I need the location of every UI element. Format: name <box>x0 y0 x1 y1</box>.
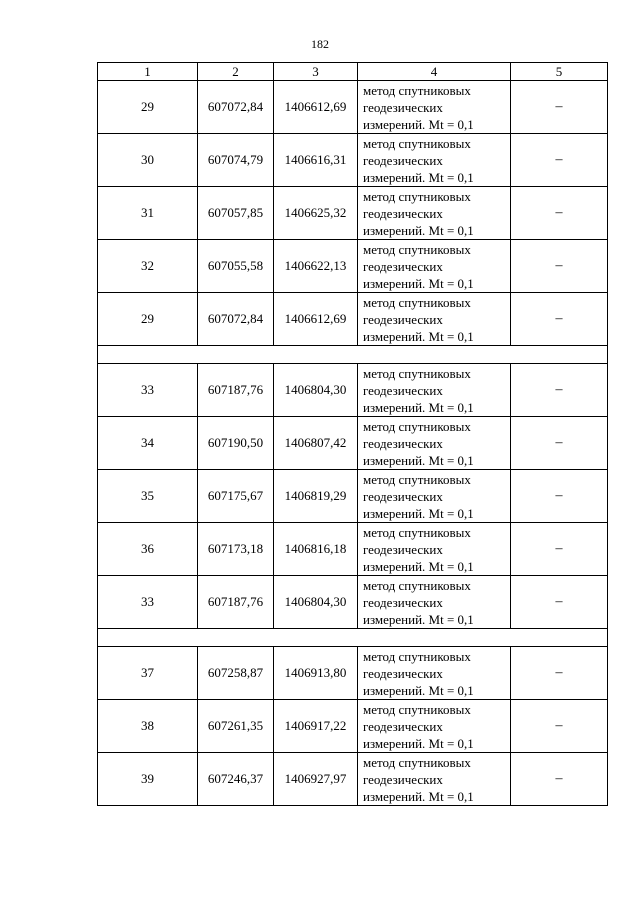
x-coordinate-cell: 607173,18 <box>198 523 274 576</box>
note-cell: – <box>511 187 608 240</box>
note-cell: – <box>511 753 608 806</box>
point-number-cell: 39 <box>98 753 198 806</box>
method-text-line: метод спутниковых <box>363 135 471 151</box>
y-coordinate-cell: 1406819,29 <box>274 470 358 523</box>
method-cell <box>358 470 511 523</box>
method-text-line: метод спутниковых <box>363 648 471 664</box>
column-header: 4 <box>358 63 511 81</box>
y-coordinate-cell: 1406917,22 <box>274 700 358 753</box>
method-text-line: геодезических <box>363 665 443 681</box>
point-number-cell: 31 <box>98 187 198 240</box>
note-cell: – <box>511 470 608 523</box>
method-text-line: геодезических <box>363 205 443 221</box>
note-cell: – <box>511 81 608 134</box>
table-row <box>98 647 608 700</box>
point-number-cell: 29 <box>98 293 198 346</box>
x-coordinate-cell: 607072,84 <box>198 81 274 134</box>
y-coordinate-cell: 1406927,97 <box>274 753 358 806</box>
method-cell <box>358 81 511 134</box>
table-row <box>98 293 608 346</box>
x-coordinate-cell: 607187,76 <box>198 364 274 417</box>
method-text-line: геодезических <box>363 258 443 274</box>
x-coordinate-cell: 607258,87 <box>198 647 274 700</box>
y-coordinate-cell: 1406622,13 <box>274 240 358 293</box>
method-text-line: измерений. Mt = 0,1 <box>363 169 474 185</box>
method-text-line: измерений. Mt = 0,1 <box>363 611 474 627</box>
x-coordinate-cell: 607175,67 <box>198 470 274 523</box>
section-separator-row <box>98 346 608 364</box>
coordinates-table <box>97 62 608 806</box>
note-cell: – <box>511 647 608 700</box>
method-text-line: измерений. Mt = 0,1 <box>363 735 474 751</box>
method-cell <box>358 293 511 346</box>
x-coordinate-cell: 607074,79 <box>198 134 274 187</box>
method-text-line: геодезических <box>363 488 443 504</box>
method-text-line: метод спутниковых <box>363 82 471 98</box>
x-coordinate-cell: 607072,84 <box>198 293 274 346</box>
point-number-cell: 33 <box>98 576 198 629</box>
point-number-cell: 33 <box>98 364 198 417</box>
column-header: 1 <box>98 63 198 81</box>
method-text-line: измерений. Mt = 0,1 <box>363 558 474 574</box>
method-text-line: геодезических <box>363 771 443 787</box>
method-text-line: измерений. Mt = 0,1 <box>363 682 474 698</box>
column-header: 2 <box>198 63 274 81</box>
point-number-cell: 36 <box>98 523 198 576</box>
y-coordinate-cell: 1406913,80 <box>274 647 358 700</box>
method-cell <box>358 576 511 629</box>
method-text-line: геодезических <box>363 382 443 398</box>
table-row <box>98 134 608 187</box>
y-coordinate-cell: 1406612,69 <box>274 81 358 134</box>
table-row <box>98 364 608 417</box>
table-row <box>98 81 608 134</box>
coordinates-table-body <box>98 63 608 806</box>
note-cell: – <box>511 700 608 753</box>
note-cell: – <box>511 576 608 629</box>
method-text-line: измерений. Mt = 0,1 <box>363 505 474 521</box>
method-text-line: геодезических <box>363 594 443 610</box>
method-text-line: геодезических <box>363 152 443 168</box>
note-cell: – <box>511 134 608 187</box>
y-coordinate-cell: 1406625,32 <box>274 187 358 240</box>
column-header: 5 <box>511 63 608 81</box>
table-row <box>98 753 608 806</box>
x-coordinate-cell: 607187,76 <box>198 576 274 629</box>
method-text-line: метод спутниковых <box>363 188 471 204</box>
method-text-line: измерений. Mt = 0,1 <box>363 328 474 344</box>
point-number-cell: 37 <box>98 647 198 700</box>
method-text-line: геодезических <box>363 435 443 451</box>
note-cell: – <box>511 240 608 293</box>
method-text-line: измерений. Mt = 0,1 <box>363 788 474 804</box>
method-text-line: измерений. Mt = 0,1 <box>363 222 474 238</box>
table-row <box>98 576 608 629</box>
method-cell <box>358 417 511 470</box>
method-cell <box>358 700 511 753</box>
point-number-cell: 34 <box>98 417 198 470</box>
table-row <box>98 470 608 523</box>
point-number-cell: 32 <box>98 240 198 293</box>
method-cell <box>358 134 511 187</box>
method-text-line: метод спутниковых <box>363 577 471 593</box>
x-coordinate-cell: 607190,50 <box>198 417 274 470</box>
method-text-line: метод спутниковых <box>363 754 471 770</box>
method-text-line: метод спутниковых <box>363 294 471 310</box>
point-number-cell: 35 <box>98 470 198 523</box>
method-text-line: метод спутниковых <box>363 418 471 434</box>
section-separator-row <box>98 629 608 647</box>
method-text-line: измерений. Mt = 0,1 <box>363 452 474 468</box>
x-coordinate-cell: 607261,35 <box>198 700 274 753</box>
note-cell: – <box>511 417 608 470</box>
y-coordinate-cell: 1406616,31 <box>274 134 358 187</box>
table-row <box>98 240 608 293</box>
method-cell <box>358 240 511 293</box>
x-coordinate-cell: 607246,37 <box>198 753 274 806</box>
method-text-line: метод спутниковых <box>363 471 471 487</box>
table-row <box>98 700 608 753</box>
method-cell <box>358 647 511 700</box>
table-row <box>98 187 608 240</box>
table-row <box>98 523 608 576</box>
method-text-line: измерений. Mt = 0,1 <box>363 116 474 132</box>
y-coordinate-cell: 1406612,69 <box>274 293 358 346</box>
method-text-line: измерений. Mt = 0,1 <box>363 399 474 415</box>
method-text-line: геодезических <box>363 718 443 734</box>
table-header-row <box>98 63 608 81</box>
y-coordinate-cell: 1406804,30 <box>274 576 358 629</box>
point-number-cell: 38 <box>98 700 198 753</box>
method-text-line: метод спутниковых <box>363 524 471 540</box>
point-number-cell: 30 <box>98 134 198 187</box>
method-text-line: геодезических <box>363 99 443 115</box>
method-text-line: метод спутниковых <box>363 701 471 717</box>
method-cell <box>358 364 511 417</box>
table-row <box>98 417 608 470</box>
method-cell <box>358 753 511 806</box>
method-text-line: измерений. Mt = 0,1 <box>363 275 474 291</box>
method-cell <box>358 523 511 576</box>
page-number: 182 <box>311 37 329 51</box>
method-text-line: геодезических <box>363 311 443 327</box>
y-coordinate-cell: 1406804,30 <box>274 364 358 417</box>
method-text-line: метод спутниковых <box>363 241 471 257</box>
note-cell: – <box>511 293 608 346</box>
method-text-line: метод спутниковых <box>363 365 471 381</box>
y-coordinate-cell: 1406816,18 <box>274 523 358 576</box>
section-separator-cell <box>98 346 608 364</box>
section-separator-cell <box>98 629 608 647</box>
x-coordinate-cell: 607057,85 <box>198 187 274 240</box>
method-text-line: геодезических <box>363 541 443 557</box>
x-coordinate-cell: 607055,58 <box>198 240 274 293</box>
method-cell <box>358 187 511 240</box>
column-header: 3 <box>274 63 358 81</box>
y-coordinate-cell: 1406807,42 <box>274 417 358 470</box>
note-cell: – <box>511 364 608 417</box>
point-number-cell: 29 <box>98 81 198 134</box>
note-cell: – <box>511 523 608 576</box>
